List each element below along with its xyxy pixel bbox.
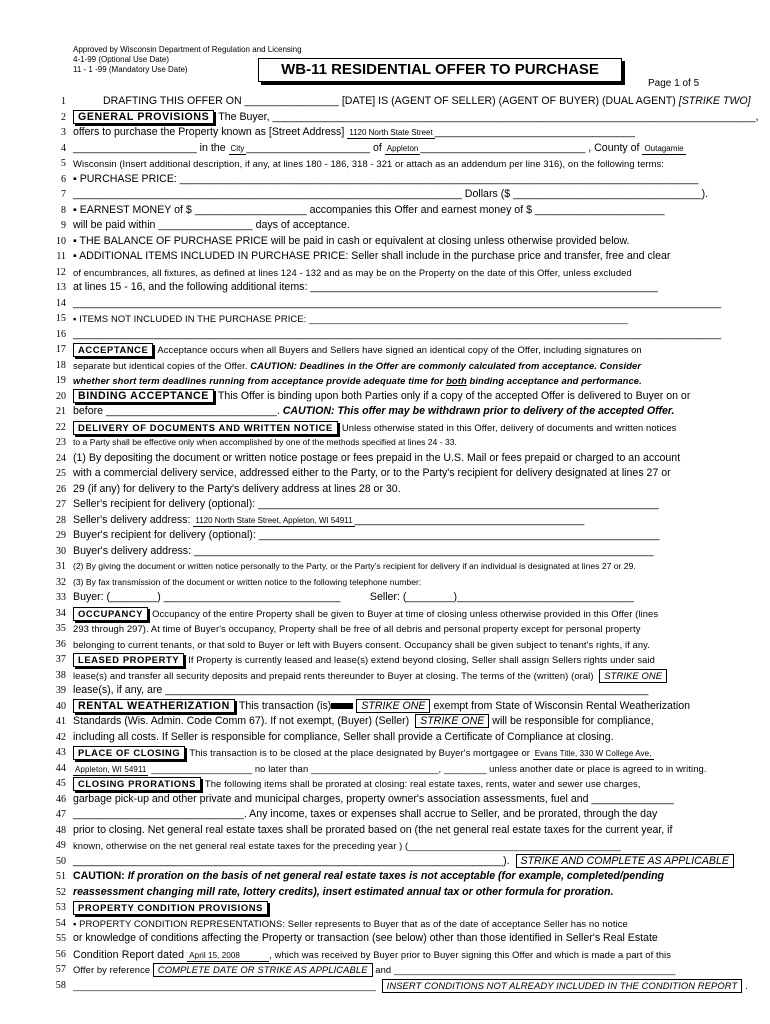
line-number: 56	[55, 948, 66, 960]
line-17	[50, 342, 730, 358]
line-text: of encumbrances, all fixtures, as defined at lines 124 - 132 and as may be on the Property on the date of this Offer, unless excluded	[73, 266, 632, 278]
line-text: ____________________________ , County of	[420, 141, 643, 154]
line-42	[50, 730, 730, 746]
line-24	[50, 451, 730, 467]
line-number: 4	[61, 142, 66, 154]
form-title: WB-11 RESIDENTIAL OFFER TO PURCHASE	[258, 58, 622, 82]
line-34	[50, 606, 730, 622]
line-number: 48	[56, 824, 66, 836]
line-number: 38	[55, 669, 66, 681]
form-body	[50, 94, 759, 993]
line-number: 25	[56, 468, 66, 479]
line-text: Condition Report dated	[73, 948, 188, 961]
line-2	[50, 110, 759, 126]
section-acceptance: ACCEPTANCE	[73, 343, 153, 357]
line-28	[50, 513, 730, 529]
seller-delivery-address-field[interactable]: 1120 North State Street, Appleton, WI 54911	[195, 515, 353, 525]
approval-line-3: 11 - 1 -99 (Mandatory Use Date)	[73, 65, 188, 74]
delivery-deadline-field[interactable]: before _____________________________.	[73, 405, 283, 417]
line-number: 58	[55, 979, 66, 991]
line-3	[50, 125, 730, 141]
line-number: 31	[56, 561, 66, 572]
approval-line-2: 4-1-99 (Optional Use Date)	[73, 55, 170, 64]
line-number: 55	[56, 933, 66, 944]
strike-complete-note: STRIKE AND COMPLETE AS APPLICABLE	[516, 854, 734, 868]
line-54	[50, 916, 730, 932]
line-text: ▪ THE BALANCE OF PURCHASE PRICE will be paid in cash or equivalent at closing unless otherwise provided below.	[73, 234, 630, 247]
line-number: 11	[56, 251, 66, 262]
line-text: to a Party shall be effective only when accomplished by one of the methods specified at lines 24 - 33.	[73, 437, 457, 447]
line-6	[50, 172, 730, 188]
line-text: , which was received by Buyer prior to Buyer signing this Offer and which is made a part of this	[269, 948, 672, 960]
line-20	[50, 389, 730, 405]
additional-reports-field[interactable]: and _____________________________________________________	[372, 964, 676, 975]
line-text: ▪ ADDITIONAL ITEMS INCLUDED IN PURCHASE PRICE: Seller shall include in the purchase price and transfer, free and clear	[73, 250, 671, 262]
line-text: _____________________ of	[246, 141, 385, 154]
line-50	[50, 854, 730, 870]
line-number: 42	[56, 731, 66, 743]
line-number: 41	[56, 716, 66, 727]
line-5	[50, 156, 730, 172]
line-4	[50, 141, 730, 157]
line-number: 34	[55, 607, 66, 619]
line-number: 6	[61, 173, 66, 185]
purchase-price-field[interactable]: ▪ PURCHASE PRICE: ________________________________________________________________________________________	[73, 172, 699, 185]
line-16	[50, 327, 730, 343]
buyer-recipient-field[interactable]: Buyer's recipient for delivery (optional): ____________________________________________________________________	[73, 529, 660, 541]
line-55	[50, 931, 730, 947]
blank-line-field[interactable]: ______________________________________________________________________________________________________________	[73, 296, 722, 309]
line-45	[50, 776, 730, 792]
line-56	[50, 947, 730, 963]
line-27	[50, 497, 730, 513]
section-closing-prorations: CLOSING PRORATIONS	[73, 777, 201, 791]
line-number: 44	[55, 762, 66, 774]
line-37	[50, 652, 730, 668]
line-52	[50, 885, 730, 901]
line-number: 54	[55, 917, 66, 929]
line-44	[50, 761, 730, 777]
section-occupancy: OCCUPANCY	[73, 607, 148, 621]
line-14	[50, 296, 730, 312]
line-text: (3) By fax transmission of the document or written notice to the following telephone number:	[73, 576, 422, 587]
line-number: 36	[55, 638, 66, 650]
line-number: 37	[55, 654, 66, 665]
line-9	[50, 218, 730, 234]
line-number: 47	[56, 809, 66, 820]
line-number: 18	[55, 359, 66, 371]
line-text: with a commercial delivery service, addressed either to the Party, or to the Party's recipient for delivery designated at lines 27 or	[73, 467, 671, 479]
line-number: 27	[56, 499, 66, 510]
line-number: 51	[56, 871, 66, 882]
strike-two-note: [STRIKE TWO]	[678, 95, 751, 107]
line-number: 17	[55, 344, 66, 355]
line-51	[50, 869, 730, 885]
line-57	[50, 962, 730, 978]
caution-text: CAUTION: This offer may be withdrawn prior to delivery of the accepted Offer.	[282, 405, 675, 417]
line-53	[50, 900, 730, 916]
lease-terms-field[interactable]: lease(s), if any, are __________________________________________________________________________________	[73, 684, 649, 696]
line-number: 49	[55, 840, 66, 851]
line-11	[50, 249, 730, 265]
line-10	[50, 234, 730, 250]
closing-date-field[interactable]: ___________________ no later than ________________________, ________ unless another date or place is agreed to in writing.	[151, 762, 707, 774]
proration-items-field[interactable]: garbage pick-up and other private and municipal charges, property owner's association assessments, fuel and ______________	[73, 792, 674, 805]
line-text: This transaction is to be closed at the place designated by Buyer's mortgagee or	[189, 747, 533, 758]
line-fill: _______________________________________	[354, 513, 585, 526]
earnest-money-field[interactable]: ▪ EARNEST MONEY of $ ___________________ accompanies this Offer and earnest money of $ ______________________	[73, 203, 665, 216]
line-number: 35	[55, 623, 66, 634]
blank-line-field[interactable]: ______________________________________________________________________________________________________________	[73, 327, 722, 340]
line-number: 15	[55, 313, 66, 324]
proration-items-field-2[interactable]: _____________________________. Any income, taxes or expenses shall accrue to Seller, and be prorated, through the day	[73, 808, 658, 820]
line-number: 19	[55, 375, 66, 386]
line-19	[50, 373, 730, 389]
line-text: The following items shall be prorated at closing: real estate taxes, rents, water and sewer use charges,	[204, 778, 641, 789]
line-43	[50, 745, 730, 761]
line-number: 50	[56, 855, 66, 867]
line-number: 53	[55, 902, 66, 913]
line-text: .	[745, 979, 749, 991]
line-41	[50, 714, 730, 730]
line-12	[50, 265, 730, 281]
caution-text: whether short term deadlines running from acceptance provide adequate time for	[73, 375, 447, 386]
strike-one-note: STRIKE ONE	[599, 669, 667, 683]
line-text: exempt from State of Wisconsin Rental Weatherization	[433, 699, 691, 712]
line-text: Unless otherwise stated in this Offer, delivery of documents and written notices	[341, 421, 677, 433]
strike-one-note: STRIKE ONE	[356, 699, 430, 713]
line-number: 16	[56, 328, 66, 340]
caution-text: binding acceptance and performance.	[466, 375, 642, 386]
line-fill: __________________________________	[434, 126, 636, 138]
additional-items-field[interactable]: at lines 15 - 16, and the following additional items: ___________________________________________________________	[73, 281, 658, 293]
line-22	[50, 420, 730, 436]
line-number: 52	[56, 886, 66, 898]
city-field[interactable]: Appleton	[386, 143, 419, 153]
line-number: 33	[56, 592, 66, 603]
line-text: If Property is currently leased and lease(s) extend beyond closing, Seller shall assign Sellers rights under said	[188, 654, 655, 665]
caution-emphasis: both	[446, 375, 467, 386]
line-number: 45	[55, 778, 66, 789]
page-number: Page 1 of 5	[648, 78, 700, 89]
line-number: 3	[61, 127, 66, 138]
line-number: 2	[61, 111, 66, 123]
complete-date-note: COMPLETE DATE OR STRIKE AS APPLICABLE	[153, 963, 373, 977]
line-36	[50, 637, 730, 653]
section-binding-acceptance: BINDING ACCEPTANCE	[73, 389, 214, 403]
condition-report-date-field[interactable]: April 15, 2008	[187, 950, 269, 962]
line-number: 5	[60, 158, 66, 169]
line-number: 21	[56, 406, 66, 417]
seller-recipient-field[interactable]: Seller's recipient for delivery (optional): ____________________________________________________________________	[73, 498, 659, 510]
line-text: Acceptance occurs when all Buyers and Sellers have signed an identical copy of the Offer, including signatures on	[157, 344, 642, 355]
line-number: 26	[56, 483, 66, 495]
excluded-items-field[interactable]: ▪ ITEMS NOT INCLUDED IN THE PURCHASE PRICE: ____________________________________________________________	[73, 313, 628, 324]
caution-text: reassessment changing mill rate, lottery credits), insert estimated annual tax or other formula for proration.	[73, 885, 614, 898]
line-number: 46	[56, 793, 66, 805]
line-text: offers to purchase the Property known as [Street Address]	[73, 126, 348, 138]
line-29	[50, 528, 730, 544]
property-address-field[interactable]: 1120 North State Street	[349, 128, 433, 137]
caution-text: CAUTION: Deadlines in the Offer are commonly calculated from acceptance. Consider	[250, 359, 642, 371]
line-text: (2) By giving the document or written notice personally to the Party, or the Party's recipient for delivery if an individual is designated at lines 27 or 29.	[73, 561, 636, 571]
line-number: 7	[61, 189, 66, 200]
line-number: 13	[56, 282, 66, 293]
line-text: This transaction (is)	[238, 699, 332, 712]
line-text: prior to closing. Net general real estate taxes shall be prorated based on (the net general real estate taxes for the current year, if	[73, 823, 673, 836]
purchase-price-amount-field[interactable]: __________________________________________________________________ Dollars ($ ________________________________).	[73, 188, 709, 200]
line-number: 9	[61, 220, 66, 231]
municipality-type-field[interactable]: City	[230, 143, 245, 153]
line-31	[50, 559, 730, 575]
line-30	[50, 544, 730, 560]
line-number: 40	[56, 700, 66, 712]
line-number: 30	[56, 545, 66, 557]
line-text: This Offer is binding upon both Parties only if a copy of the accepted Offer is delivered to Buyer on or	[217, 389, 691, 402]
line-46	[50, 792, 730, 808]
county-field[interactable]: Outagamie	[644, 143, 684, 153]
line-text: Seller's delivery address:	[73, 513, 194, 526]
line-text: Occupancy of the entire Property shall be given to Buyer at time of closing unless otherwise provided in this Offer (lines	[152, 607, 659, 619]
line-38	[50, 668, 730, 684]
line-number: 20	[56, 390, 66, 402]
line-number: 24	[56, 452, 66, 464]
line-number: 43	[55, 747, 66, 758]
line-text: lease(s) and transfer all security deposits and prepaid rents thereunder to Buyer at closing. The terms of the (written) (oral)	[73, 669, 597, 681]
section-place-of-closing: PLACE OF CLOSING	[73, 746, 185, 760]
strikeout-mark	[331, 703, 353, 709]
line-text: Wisconsin (Insert additional description, if any, at lines 180 - 186, 318 - 321 or attach as an addendum per line 316), on the following terms:	[73, 158, 665, 169]
line-7	[50, 187, 730, 203]
line-1	[50, 94, 751, 110]
line-number: 8	[61, 204, 66, 216]
line-text: separate but identical copies of the Offer.	[73, 359, 251, 371]
line-text: ▪ PROPERTY CONDITION REPRESENTATIONS: Seller represents to Buyer that as of the date of acceptance Seller has no notice	[73, 917, 628, 929]
section-delivery: DELIVERY OF DOCUMENTS AND WRITTEN NOTICE	[73, 421, 338, 435]
line-39	[50, 683, 730, 699]
tax-proration-field-2[interactable]: _________________________________________________________________________).	[73, 854, 513, 867]
closing-city-field[interactable]: Appleton, WI 54911	[75, 764, 147, 774]
line-33	[50, 590, 730, 606]
section-leased-property: LEASED PROPERTY	[73, 653, 184, 667]
section-rental-weatherization: RENTAL WEATHERIZATION	[73, 699, 235, 713]
line-25	[50, 466, 730, 482]
line-23	[50, 435, 730, 451]
caution-text: If proration on the basis of net general real estate taxes is not acceptable (for example, completed/pending	[127, 870, 665, 882]
line-text: DRAFTING THIS OFFER ON ________________ [DATE] IS (AGENT OF SELLER) (AGENT OF BUYER) (DUAL AGENT)	[103, 95, 679, 107]
line-text: will be responsible for compliance,	[492, 715, 654, 727]
section-general-provisions: GENERAL PROVISIONS	[73, 110, 214, 124]
line-number: 22	[55, 421, 66, 433]
line-number: 1	[61, 96, 66, 107]
buyer-delivery-address-field[interactable]: Buyer's delivery address: ______________________________________________________________________________	[73, 544, 654, 557]
line-text: _____________________ in the	[73, 141, 229, 154]
caution-label: CAUTION:	[73, 870, 128, 882]
insert-conditions-note: INSERT CONDITIONS NOT ALREADY INCLUDED IN THE CONDITION REPORT	[382, 979, 743, 993]
tax-proration-field[interactable]: known, otherwise on the net general real estate taxes for the preceding year ) (________________________________________	[73, 840, 621, 851]
line-58	[50, 978, 749, 994]
line-49	[50, 838, 730, 854]
conditions-field[interactable]: _________________________________________________________	[73, 979, 379, 991]
line-number: 32	[56, 576, 66, 588]
line-number: 29	[56, 530, 66, 541]
line-8	[50, 203, 730, 219]
line-text: Offer by reference	[73, 964, 153, 975]
line-40	[50, 699, 730, 715]
line-text: Standards (Wis. Admin. Code Comm 67). If not exempt, (Buyer) (Seller)	[73, 715, 413, 727]
section-property-condition: PROPERTY CONDITION PROVISIONS	[73, 901, 268, 915]
line-text: 29 (if any) for delivery to the Party's delivery address at lines 28 or 30.	[73, 482, 401, 495]
line-number: 39	[56, 685, 66, 696]
line-32	[50, 575, 730, 591]
line-number: 28	[56, 514, 66, 526]
line-text: belonging to current tenants, or that sold to Buyer or left with Buyers consent. Occupancy shall be given subject to tenant's rights, if any.	[73, 638, 650, 650]
line-text: or knowledge of conditions affecting the Property or transaction (see below) other than those identified in Seller's Real Estate	[73, 932, 658, 944]
line-48	[50, 823, 730, 839]
earnest-days-field[interactable]: will be paid within ________________ days of acceptance.	[73, 219, 350, 231]
line-number: 23	[56, 437, 66, 448]
line-number: 57	[55, 964, 66, 975]
line-number: 12	[55, 266, 66, 278]
line-number: 10	[56, 235, 66, 247]
fax-numbers-field[interactable]: Buyer: (________) ______________________________ Seller: (________)______________________________	[73, 591, 634, 603]
approval-line-1: Approved by Wisconsin Department of Regulation and Licensing	[73, 45, 302, 54]
line-text: (1) By depositing the document or written notice postage or fees prepaid in the U.S. Mail or fees prepaid or charged to an account	[73, 451, 681, 464]
line-text: 293 through 297). At time of Buyer's occupancy, Property shall be free of all debris and personal property except for personal property	[73, 623, 641, 634]
line-15	[50, 311, 730, 327]
line-35	[50, 621, 730, 637]
line-21	[50, 404, 730, 420]
line-47	[50, 807, 730, 823]
line-18	[50, 358, 730, 374]
line-text[interactable]: The Buyer, __________________________________________________________________________________,	[218, 110, 759, 123]
line-26	[50, 482, 730, 498]
line-text: including all costs. If Seller is responsible for compliance, Seller shall provide a Certificate of Compliance at closing.	[73, 730, 614, 743]
closing-place-field[interactable]: Evans Title, 330 W College Ave,	[534, 749, 652, 758]
line-number: 14	[56, 297, 66, 309]
strike-one-note: STRIKE ONE	[415, 714, 489, 728]
line-13	[50, 280, 730, 296]
